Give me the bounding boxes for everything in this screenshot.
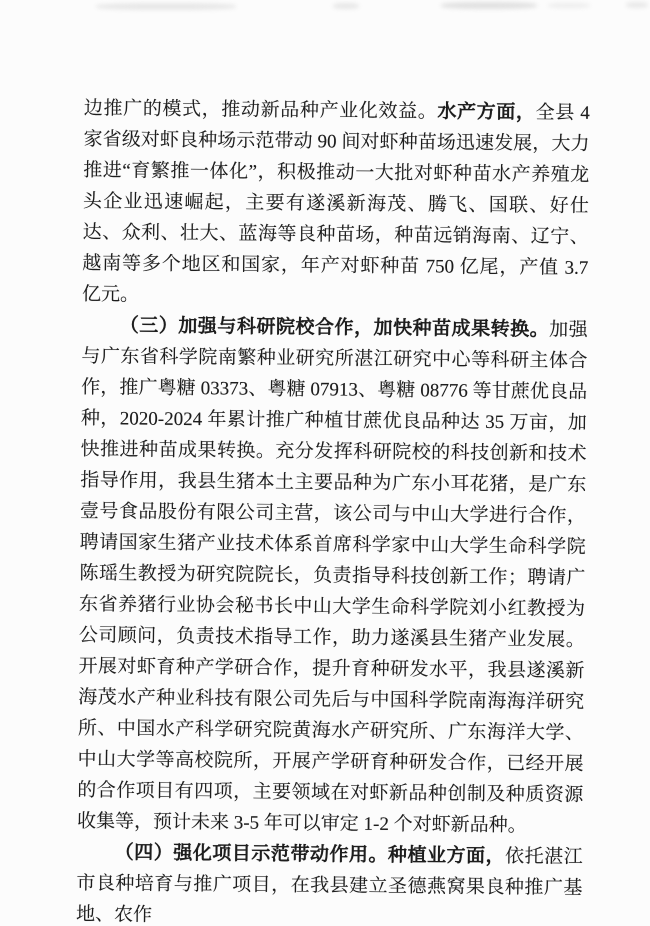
scan-artifact-smudge [333,3,359,9]
text-run: 边推广的模式，推动新品种产业化效益。 [83,97,438,123]
bold-text-run: 水产方面， [437,101,536,124]
scan-artifact-smudge [626,2,648,8]
paragraph [82,93,590,315]
scan-artifact-smudge [96,3,236,10]
paragraph [77,310,588,842]
document-body [76,93,590,926]
bold-text-run: （四）强化项目示范带动作用。种植业方面， [114,842,506,868]
scan-artifact-smudge [441,2,537,9]
text-run: 依托湛江市良种培育与推广项目，在我县建立圣德燕窝果良种推广基地、农作 [76,846,583,926]
scan-artifact-smudge [548,3,590,8]
paragraph [76,837,583,926]
text-run: 全县 4 家省级对虾良种场示范带动 90 间对虾种苗场迅速发展，大力推进“育繁推一体化”，积极推动一大批对虾种苗水产养殖龙头企业迅速崛起，主要有遂溪新海茂、腾飞、国联、好仕达、众利、壮大、蓝海等良种苗场，种苗远销海南、辽宁、越南等多个地区和国家，年产对虾种苗 750 亿尾，产值 3.7 亿元。 [81,102,590,306]
bold-text-run: （三）加强与科研院校合作，加快种苗成果转换。 [119,315,550,341]
text-run: 加强与广东省科学院南繁种业研究所湛江研究中心等科研主体合作，推广粤糖 03373、粤糖 07913、粤糖 08776 等甘蔗优良品种，2020-2024 年累计推广种植甘蔗优良品种达 35 万亩，加快推进种苗成果转换。充分发挥科研院校的科技创新和技术指导作用，我县生猪本土主要品种为广东小耳花猪，是广东壹号食品股份有限公司主营，该公司与中山大学进行合作，聘请国家生猪产业技术体系首席科学家中山大学生命科学院陈瑶生教授为研究院院长，负责指导科技创新工作；聘请广东省养猪行业协会秘书长中山大学生命科学院刘小红教授为公司顾问，负责技术指导工作，助力遂溪县生猪产业发展。开展对虾育种产学研合作，提升育种研发水平，我县遂溪新海茂水产种业科技有限公司先后与中国科学院南海海洋研究所、中国水产科学研究院黄海水产研究所、广东海洋大学、中山大学等高校院所，开展产学研育种研发合作，已经开展的合作项目有四项，主要领域在对虾新品种创制及种质资源收集等，预计未来 3-5 年可以审定 1-2 个对虾新品种。 [76,319,588,837]
